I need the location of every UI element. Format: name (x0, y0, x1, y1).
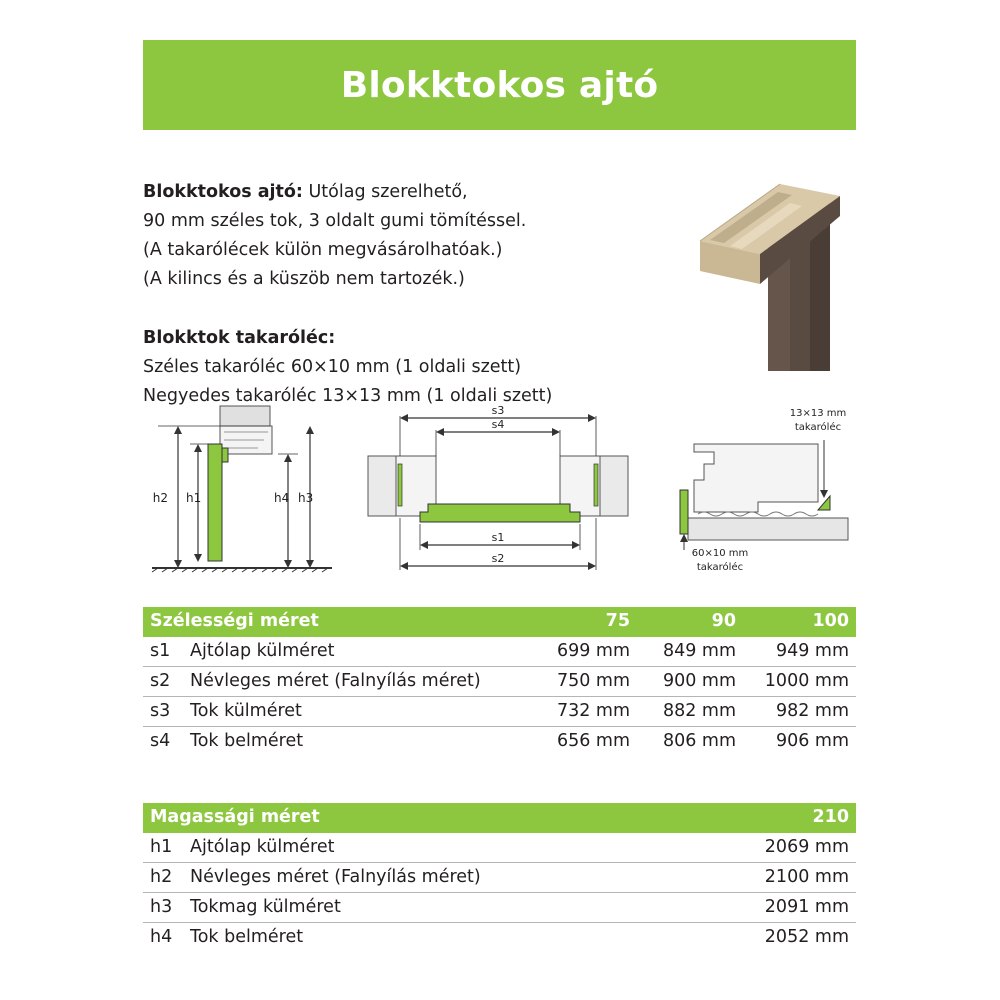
label-s3: s3 (491, 404, 505, 417)
row-code: h3 (150, 897, 173, 917)
label-trim-13: 13×13 mm (789, 408, 847, 419)
row-value: 949 mm (775, 641, 849, 661)
row-value: 849 mm (662, 641, 736, 661)
row-label: Tok külméret (190, 701, 302, 721)
row-value: 699 mm (556, 641, 630, 661)
table-row (143, 697, 856, 727)
row-value: 906 mm (775, 731, 849, 751)
row-code: h4 (150, 927, 173, 947)
row-label: Ajtólap külméret (190, 837, 335, 857)
row-value: 2052 mm (764, 927, 849, 947)
width-table-title: Szélességi méret (150, 611, 319, 631)
page-title: Blokktokos ajtó (340, 64, 659, 106)
width-table (143, 607, 856, 757)
row-code: s2 (150, 671, 171, 691)
row-value: 2069 mm (764, 837, 849, 857)
row-value: 750 mm (556, 671, 630, 691)
row-code: s1 (150, 641, 171, 661)
title-banner (143, 40, 856, 130)
table-row (143, 893, 856, 923)
row-label: Ajtólap külméret (190, 641, 335, 661)
desc-line-6: Negyedes takaróléc 13×13 mm (1 oldali szett) (143, 386, 553, 406)
row-value: 982 mm (775, 701, 849, 721)
label-s2: s2 (491, 552, 505, 565)
desc-heading-trim (143, 324, 613, 353)
height-section-diagram (148, 398, 340, 584)
row-code: h2 (150, 867, 173, 887)
row-label: Tok belméret (190, 731, 304, 751)
row-code: h1 (150, 837, 173, 857)
desc-heading-door: Blokktokos ajtó: (143, 182, 303, 202)
label-trim-60: 60×10 mm (691, 548, 749, 559)
desc-line-5: Széles takaróléc 60×10 mm (1 oldali szett) (143, 357, 522, 377)
row-label: Tokmag külméret (190, 897, 341, 917)
door-frame-illustration (690, 176, 855, 376)
table-row (143, 637, 856, 667)
height-col-210: 210 (812, 807, 849, 827)
width-table-header (143, 607, 856, 637)
row-code: s4 (150, 731, 171, 751)
height-table-header (143, 803, 856, 833)
height-table-title: Magassági méret (150, 807, 320, 827)
desc-line-1-text: Utólag szerelhető, (302, 182, 468, 202)
width-section-diagram (360, 400, 635, 580)
height-table (143, 803, 856, 953)
desc-line-3: (A takarólécek külön megvásárolhatóak.) (143, 240, 503, 260)
row-label: Névleges méret (Falnyílás méret) (190, 867, 481, 887)
desc-heading-trim-text: Blokktok takaróléc: (143, 328, 336, 348)
table-row (143, 863, 856, 893)
row-value: 1000 mm (764, 671, 849, 691)
label-trim-13-name: takaróléc (794, 422, 842, 433)
label-h4: h4 (274, 491, 290, 505)
table-row (143, 667, 856, 697)
width-col-75: 75 (605, 611, 630, 631)
row-value: 732 mm (556, 701, 630, 721)
label-h2: h2 (152, 491, 168, 505)
label-h3: h3 (298, 491, 314, 505)
label-s4: s4 (491, 418, 505, 431)
row-value: 2091 mm (764, 897, 849, 917)
row-value: 2100 mm (764, 867, 849, 887)
label-h1: h1 (186, 491, 202, 505)
desc-line-1 (143, 178, 613, 207)
table-row (143, 727, 856, 757)
row-value: 806 mm (662, 731, 736, 751)
label-s1: s1 (491, 531, 505, 544)
desc-line-2: 90 mm széles tok, 3 oldalt gumi tömítéssel. (143, 211, 527, 231)
row-value: 656 mm (556, 731, 630, 751)
width-col-90: 90 (711, 611, 736, 631)
desc-line-4: (A kilincs és a küszöb nem tartozék.) (143, 269, 465, 289)
table-row (143, 923, 856, 953)
row-label: Tok belméret (190, 927, 304, 947)
row-code: s3 (150, 701, 171, 721)
row-value: 900 mm (662, 671, 736, 691)
row-label: Névleges méret (Falnyílás méret) (190, 671, 481, 691)
table-row (143, 833, 856, 863)
row-value: 882 mm (662, 701, 736, 721)
description (143, 178, 613, 411)
width-col-100: 100 (812, 611, 849, 631)
trim-detail-diagram (668, 400, 858, 580)
label-trim-60-name: takaróléc (696, 562, 744, 573)
